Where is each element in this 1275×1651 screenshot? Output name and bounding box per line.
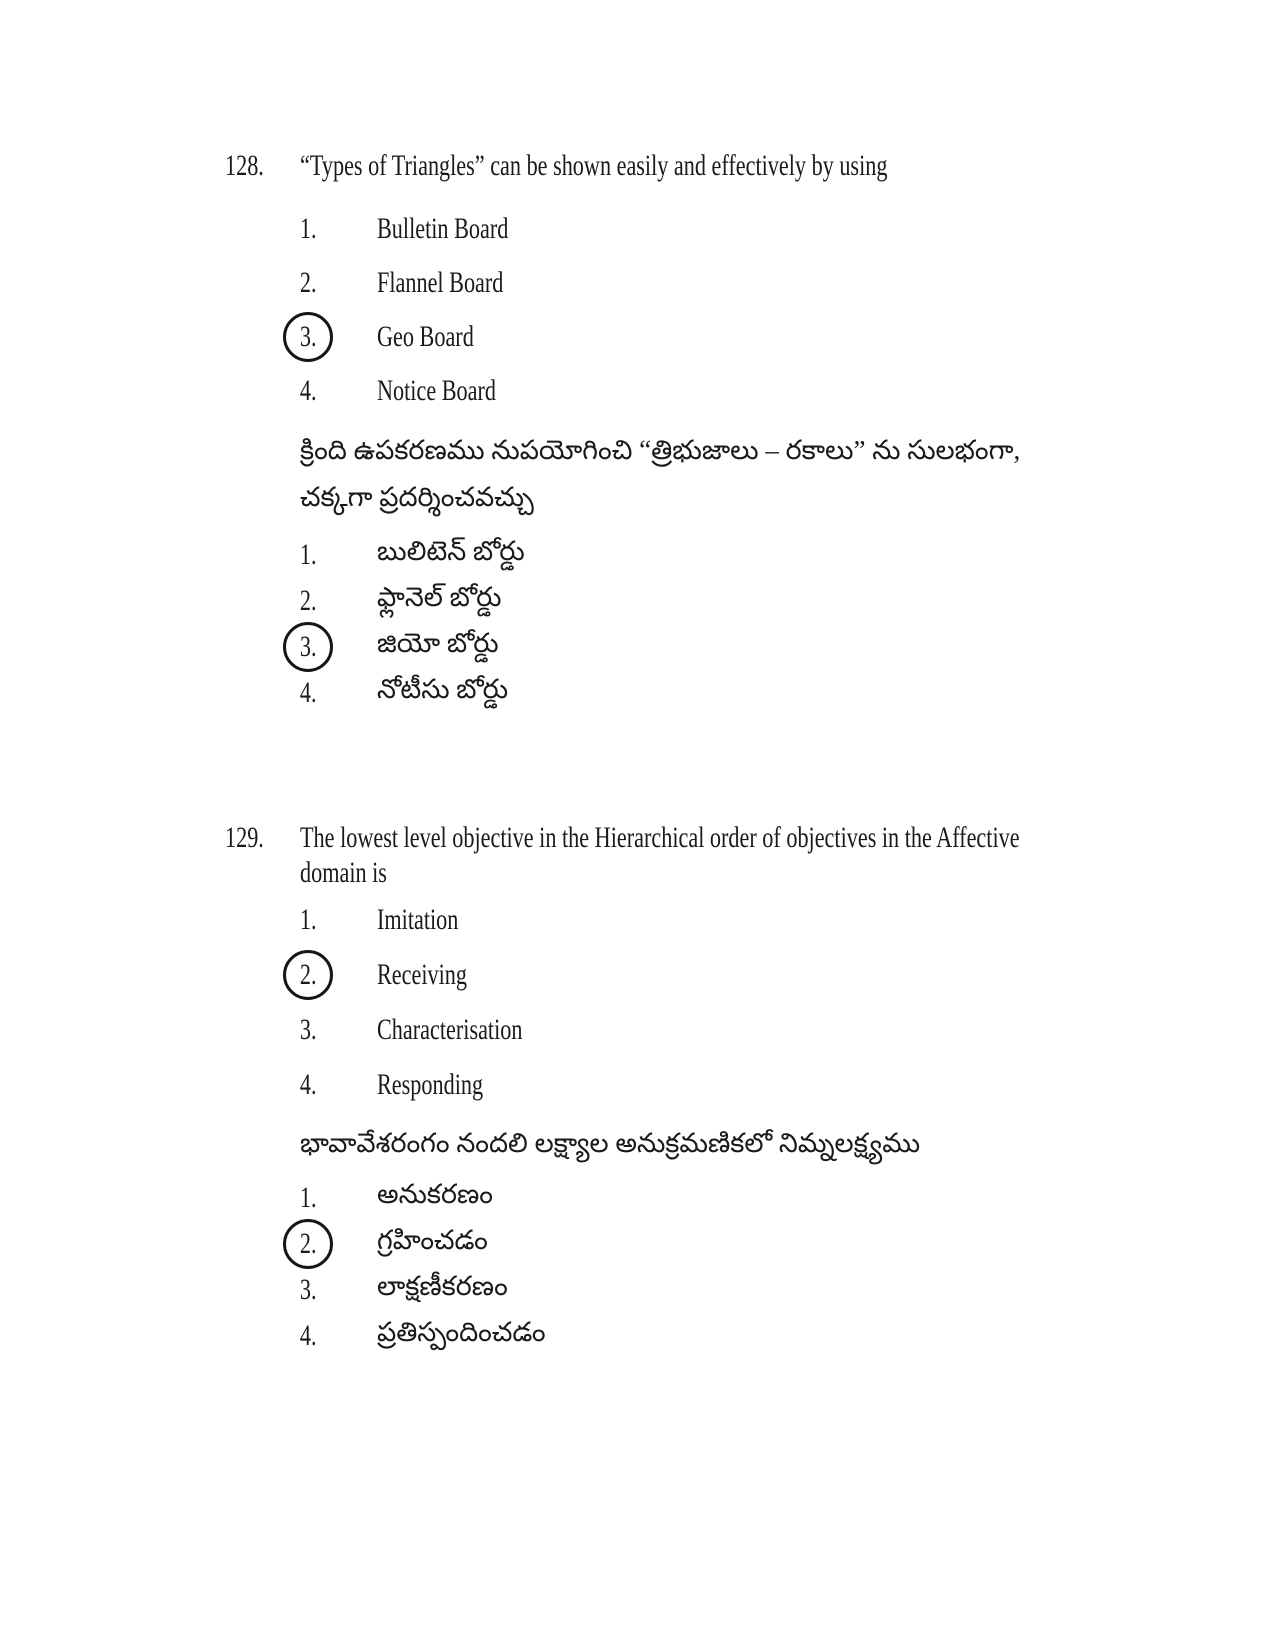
question-128-number: 128. [225,149,264,182]
option-label: గ్రహించడం [377,1225,488,1255]
option-label: Bulletin Board [377,212,509,245]
option-label: Geo Board [377,320,474,353]
option-label: Responding [377,1068,484,1101]
question-128-option-2-telugu [283,578,1275,624]
option-number: 4. [299,374,317,407]
option-label: ప్రతిస్పందించడం [377,1317,546,1347]
option-number: 4. [299,1319,317,1352]
option-label: నోటీసు బోర్డు [377,674,509,704]
question-128-options-english [225,204,1275,416]
answer-circle: 3. [283,622,333,672]
question-128 [225,148,1275,716]
question-129-option-3-telugu [283,1267,1275,1313]
question-128-option-1-telugu [283,532,1275,578]
question-128-text-telugu: క్రింది ఉపకరణము నుపయోగించి “త్రిభుజాలు – రకాలు” ను సులభంగా, చక్కగా ప్రదర్శించవచ్చు [300,435,1021,512]
option-number: 3. [299,1273,317,1306]
question-128-option-3-telugu [283,624,1275,670]
option-label: Notice Board [377,374,496,407]
answer-circle: 3. [283,312,333,362]
option-label: లాక్షణీకరణం [377,1271,508,1301]
option-number: 3. [299,1013,317,1046]
question-128-header [225,148,1275,184]
answer-circle: 2. [283,1219,333,1269]
question-129-option-4-english [283,1060,1275,1110]
option-number: 2. [299,584,317,617]
option-number: 2. [299,266,317,299]
option-number: 1. [299,538,317,571]
question-129-option-4-telugu [283,1313,1275,1359]
option-label: అనుకరణం [377,1179,493,1209]
question-129-option-1-english [283,895,1275,945]
option-label: Characterisation [377,1013,523,1046]
question-129-text-telugu: భావావేశరంగం నందలి లక్ష్యాల అనుక్రమణికలో నిమ్నలక్ష్యము [300,1128,921,1158]
option-number: 1. [299,212,317,245]
option-label: Receiving [377,958,468,991]
question-128-option-4-telugu [283,670,1275,716]
question-128-option-2-english [283,258,1275,308]
question-129-options-telugu [225,1175,1275,1359]
option-number: 1. [299,1181,317,1214]
option-label: బులిటెన్ బోర్డు [377,536,525,566]
option-label: Imitation [377,903,459,936]
question-128-option-3-english [283,312,1275,362]
question-129-option-1-telugu [283,1175,1275,1221]
question-129-option-2-telugu [283,1221,1275,1267]
option-number: 4. [299,676,317,709]
question-129-options-english [225,895,1275,1110]
answer-circle: 2. [283,950,333,1000]
question-128-option-1-english [283,204,1275,254]
question-129-option-2-english [283,950,1275,1000]
question-129-header [225,820,1275,890]
option-number: 4. [299,1068,317,1101]
option-label: Flannel Board [377,266,504,299]
question-128-option-4-english [283,366,1275,416]
question-128-options-telugu [225,532,1275,716]
option-label: ఫ్లానెల్ బోర్డు [377,582,502,612]
option-label: జియో బోర్డు [377,628,499,658]
question-129-option-3-english [283,1005,1275,1055]
question-129-text-english: The lowest level objective in the Hierarchical order of objectives in the Affective domain is [300,821,1020,889]
question-128-text-english: “Types of Triangles” can be shown easily and effectively by using [300,149,888,182]
question-129 [225,820,1275,1359]
option-number: 1. [299,903,317,936]
question-129-number: 129. [225,821,264,854]
